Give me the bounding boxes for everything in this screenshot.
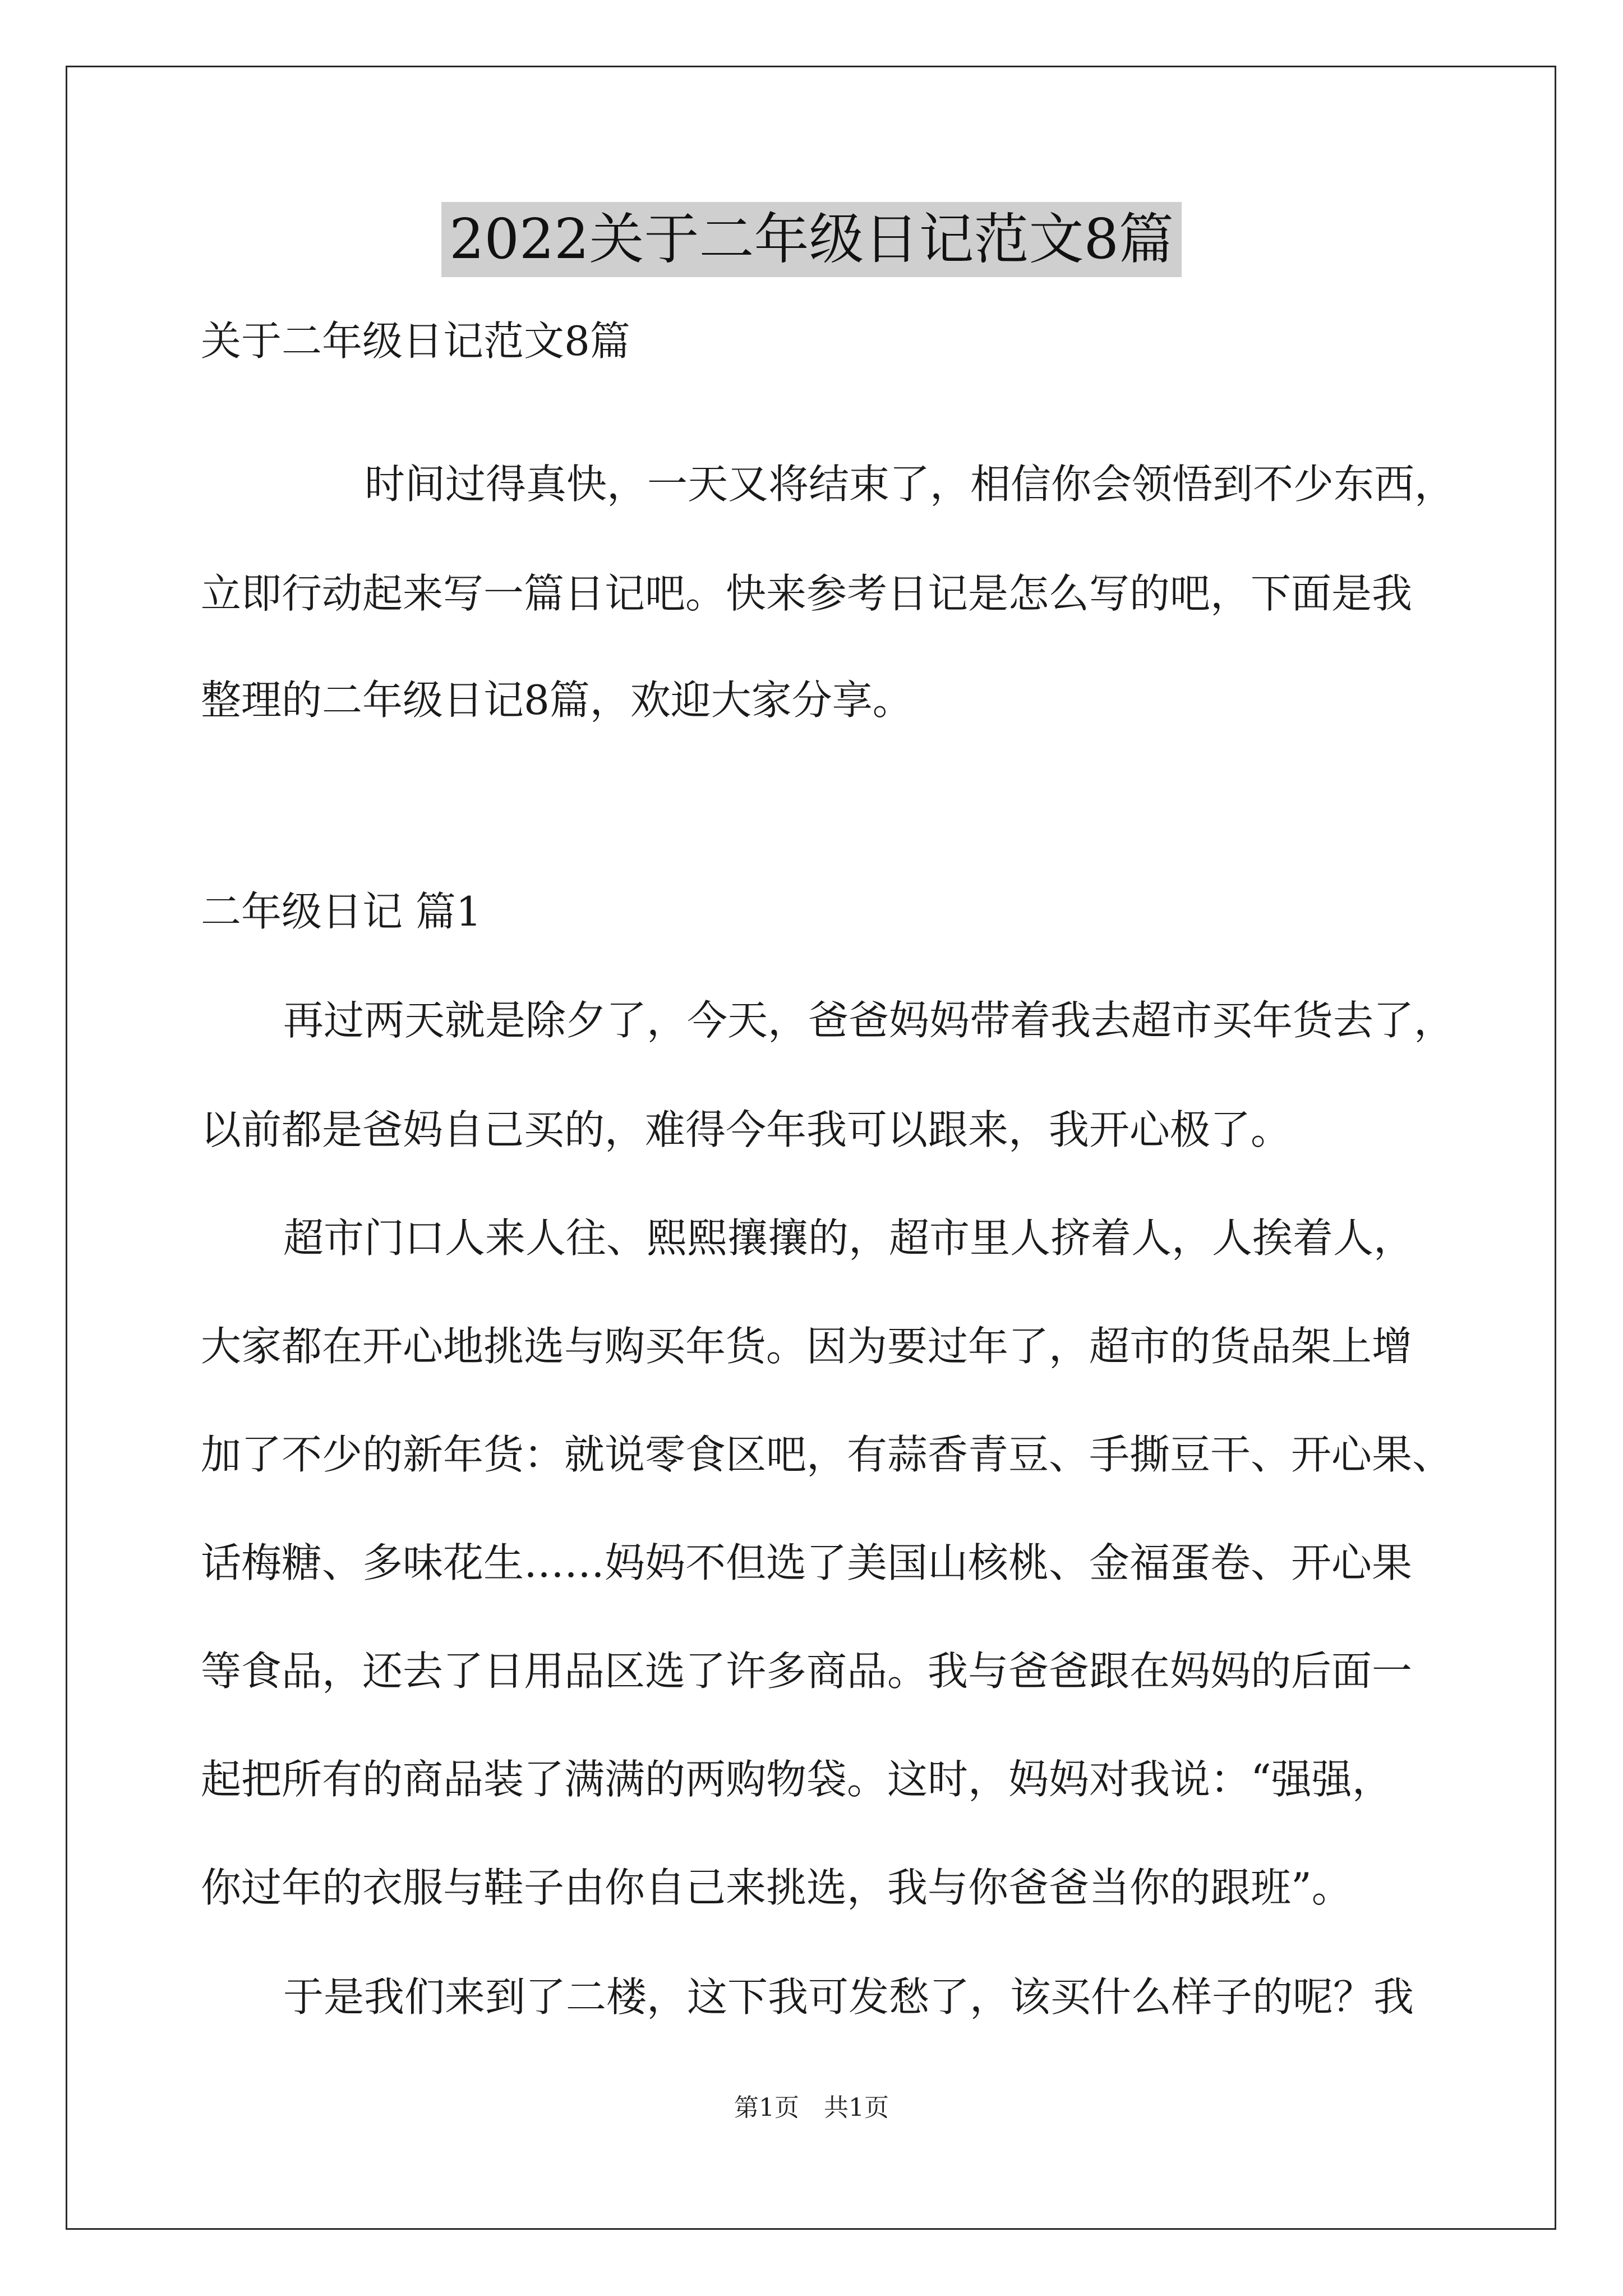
body-line: 以前都是爸妈自己买的，难得今年我可以跟来，我开心极了。: [201, 1106, 1292, 1153]
section-heading: 二年级日记 篇1: [201, 888, 482, 935]
document-subtitle: 关于二年级日记范文8篇: [201, 318, 630, 365]
body-line: 于是我们来到了二楼，这下我可发愁了，该买什么样子的呢？我: [283, 1973, 1414, 2021]
intro-line: 时间过得真快，一天又将结束了，相信你会领悟到不少东西，: [365, 461, 1455, 508]
body-line: 大家都在开心地挑选与购买年货。因为要过年了，超市的货品架上增: [201, 1323, 1413, 1370]
document-title: 2022关于二年级日记范文8篇: [441, 202, 1182, 277]
page-number-footer: 第1页 共1页: [734, 2093, 889, 2122]
body-line: 话梅糖、多味花生……妈妈不但选了美国山核桃、金福蛋卷、开心果: [201, 1539, 1413, 1586]
body-line: 起把所有的商品装了满满的两购物袋。这时，妈妈对我说：“强强，: [201, 1756, 1393, 1803]
body-line: 等食品，还去了日用品区选了许多商品。我与爸爸跟在妈妈的后面一: [201, 1648, 1413, 1695]
intro-line: 立即行动起来写一篇日记吧。快来参考日记是怎么写的吧，下面是我: [201, 570, 1413, 617]
body-line: 超市门口人来人往、熙熙攘攘的，超市里人挤着人，人挨着人，: [283, 1214, 1414, 1262]
body-line: 再过两天就是除夕了，今天，爸爸妈妈带着我去超市买年货去了，: [283, 997, 1455, 1044]
body-line: 你过年的衣服与鞋子由你自己来挑选，我与你爸爸当你的跟班”。: [201, 1864, 1352, 1911]
intro-line: 整理的二年级日记8篇，欢迎大家分享。: [201, 677, 913, 724]
body-line: 加了不少的新年货：就说零食区吧，有蒜香青豆、手撕豆干、开心果、: [201, 1431, 1453, 1478]
